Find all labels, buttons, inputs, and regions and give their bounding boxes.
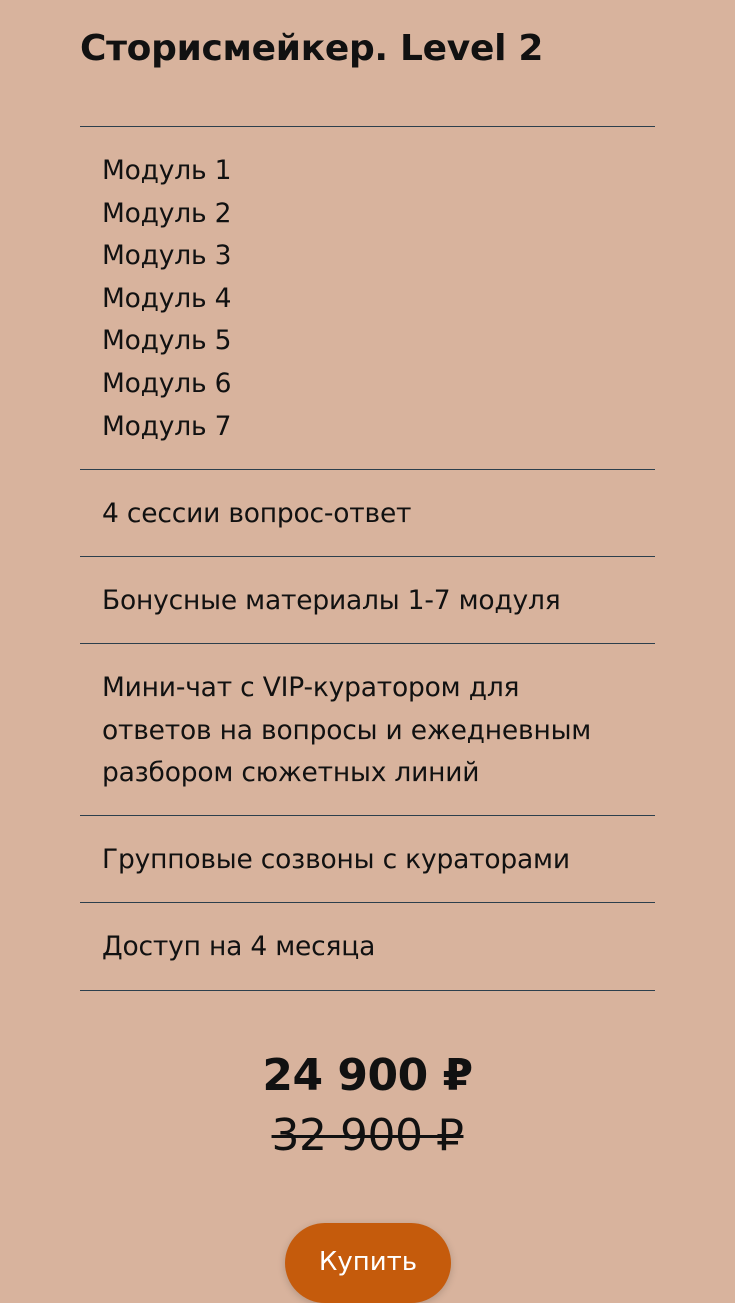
divider: [80, 990, 655, 991]
divider: [80, 126, 655, 127]
feature-group-calls: Групповые созвоны с кураторами: [102, 844, 570, 875]
module-item: Модуль 2: [102, 197, 232, 229]
feature-mini-chat: Мини-чат с VIP-куратором для ответов на вопросы и ежедневным разбором сюжетных линий: [102, 672, 592, 789]
divider: [80, 643, 655, 644]
tariff-title: Сторисмейкер. Level 2: [80, 28, 544, 69]
buy-button-label: Купить: [318, 1247, 418, 1277]
divider: [80, 815, 655, 816]
feature-access: Доступ на 4 месяца: [102, 931, 376, 962]
old-price: 32 900 ₽: [271, 1110, 464, 1161]
divider: [80, 902, 655, 903]
feature-qa-sessions: 4 сессии вопрос-ответ: [102, 498, 412, 529]
buy-button[interactable]: [285, 1223, 451, 1303]
divider: [80, 556, 655, 557]
module-item: Модуль 3: [102, 240, 232, 272]
module-item: Модуль 1: [102, 155, 232, 186]
module-item: Модуль 6: [102, 367, 232, 399]
divider: [80, 469, 655, 470]
price-block: [0, 1046, 735, 1166]
module-item: Модуль 4: [102, 282, 232, 314]
current-price: 24 900 ₽: [262, 1050, 473, 1101]
module-item: Модуль 5: [102, 325, 232, 357]
module-item: Модуль 7: [102, 410, 232, 442]
module-list: [102, 150, 231, 448]
feature-bonus-materials: Бонусные материалы 1-7 модуля: [102, 585, 561, 616]
